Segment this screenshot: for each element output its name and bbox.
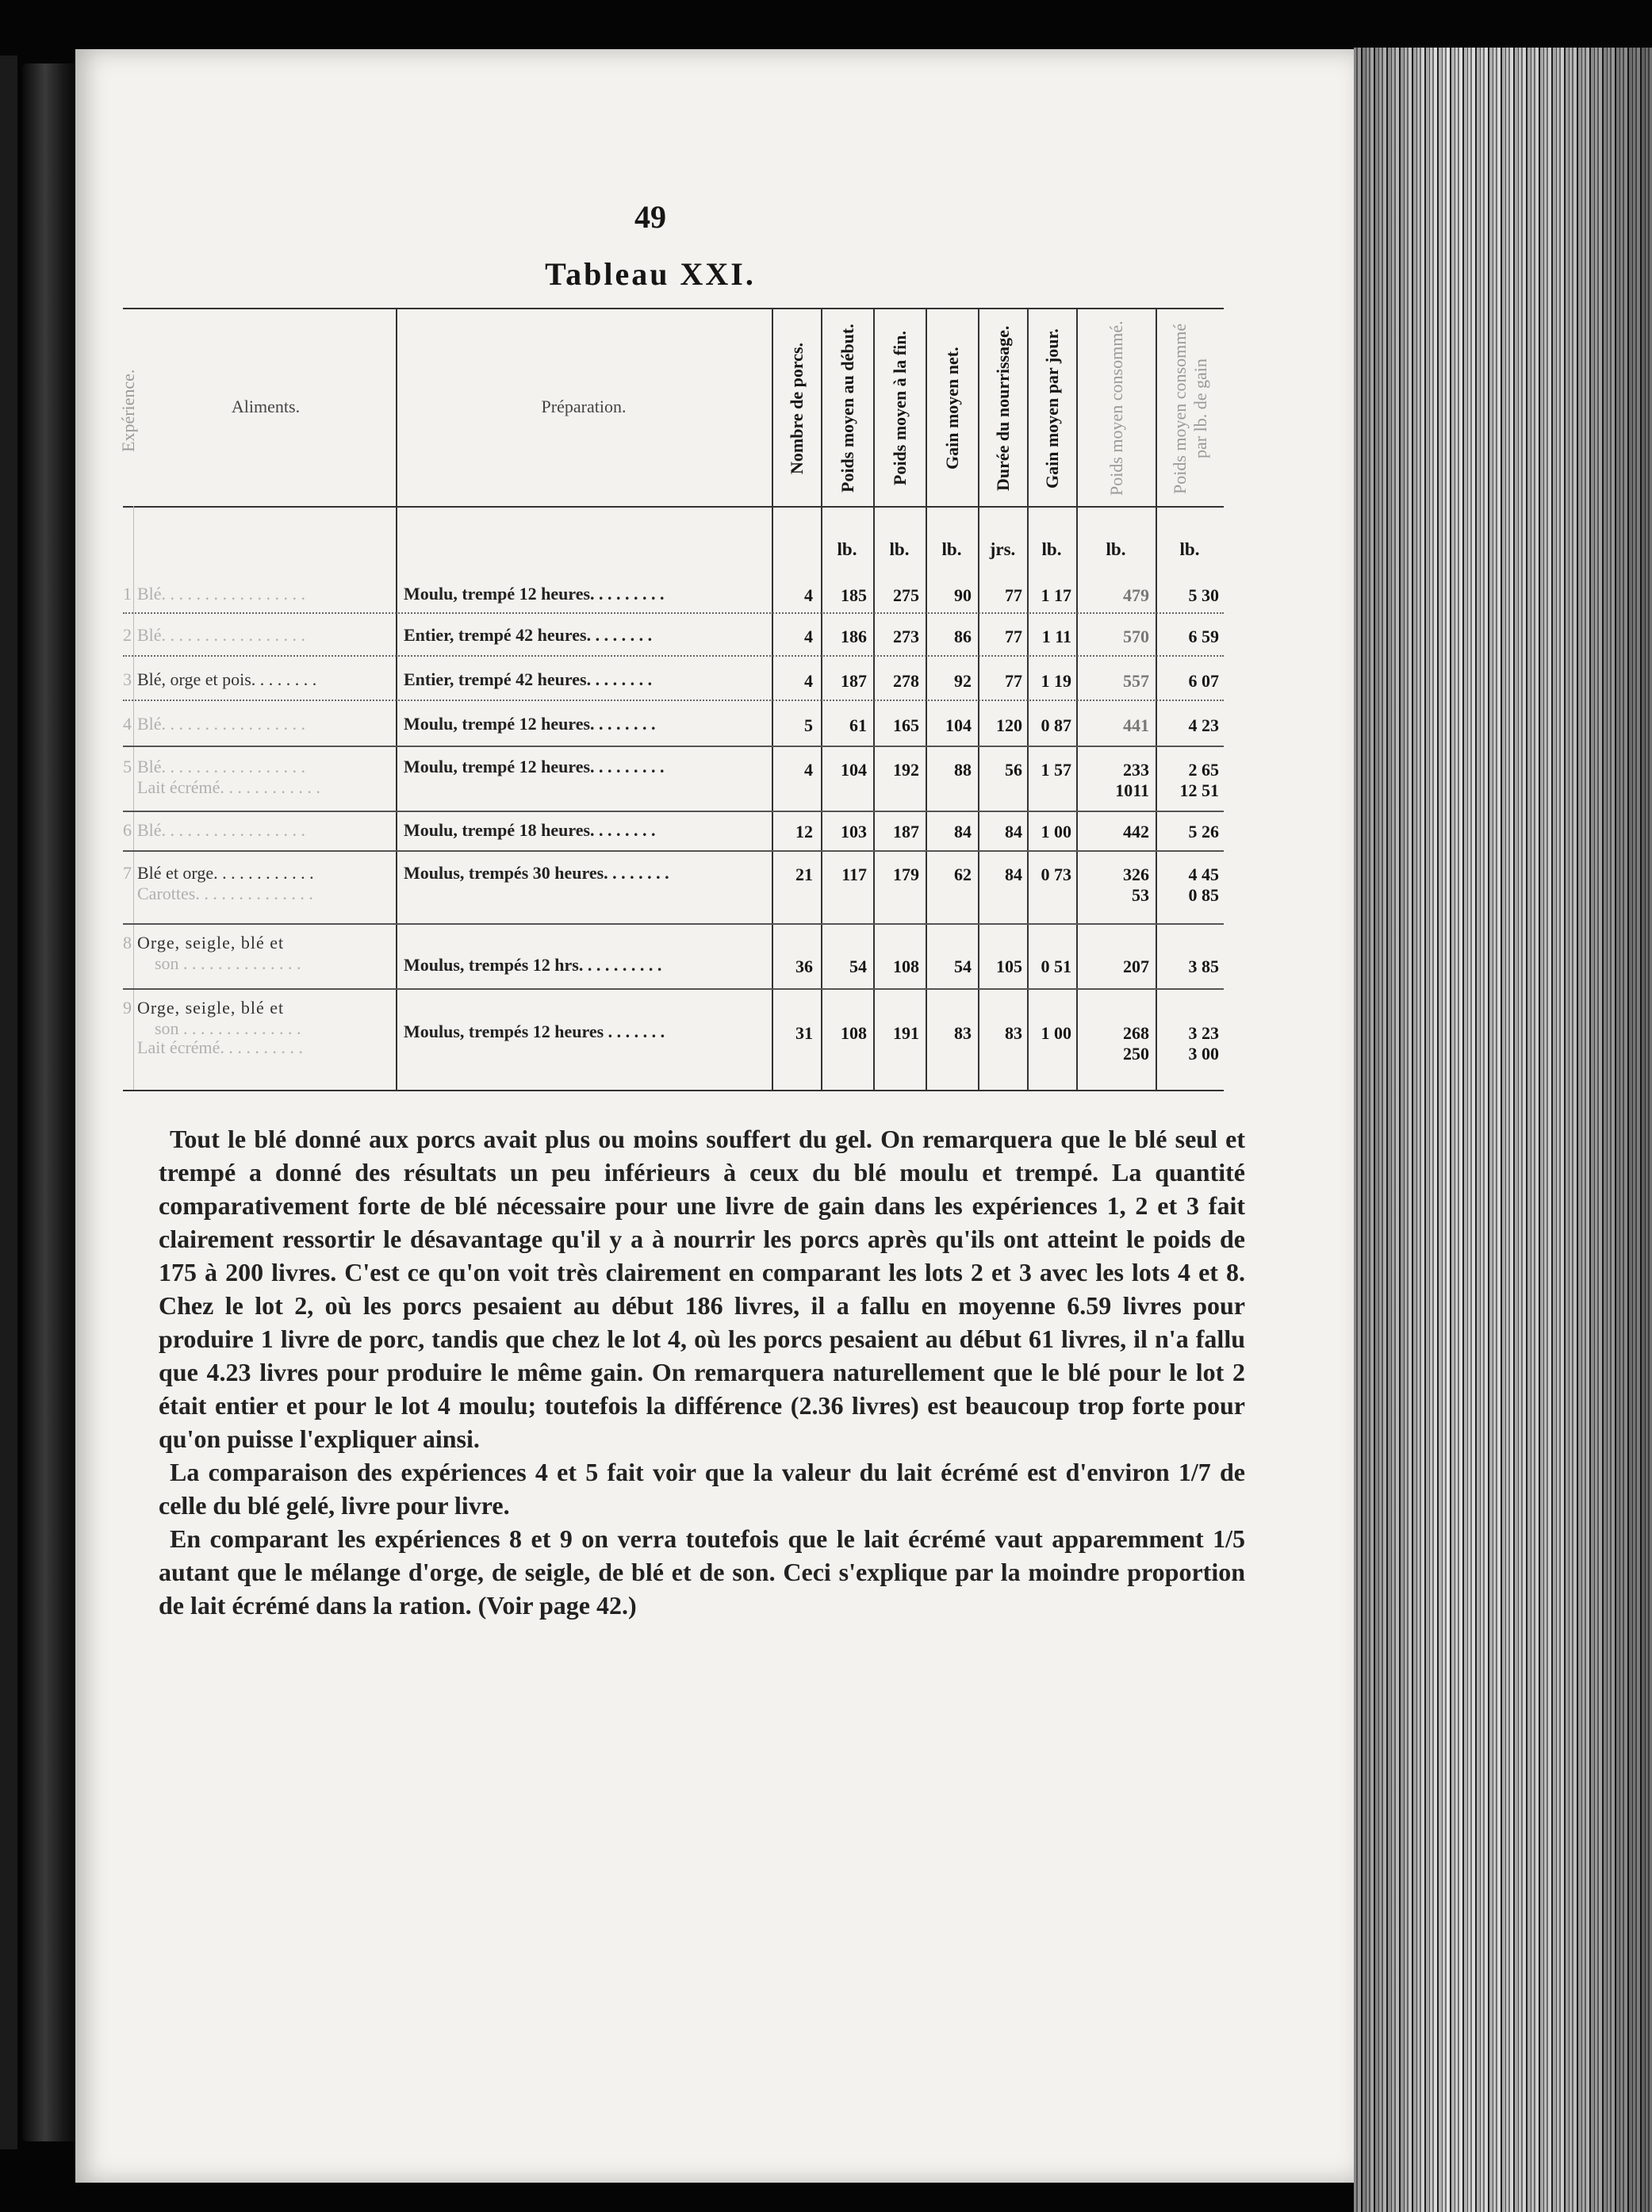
consomme-cell: 479 [1123, 585, 1149, 605]
debut-cell: 103 [841, 822, 867, 841]
unit-label: lb. [1179, 539, 1200, 559]
paragraph: La comparaison des expériences 4 et 5 fait voir que la valeur du lait écrémé est d'environ 1/7 de celle du blé gelé, livre pour livre. [159, 1458, 1245, 1520]
nombre-cell: 4 [804, 760, 813, 780]
fin-cell: 179 [893, 864, 919, 884]
header-poids-consomme: Poids moyen consommé. [1106, 320, 1126, 496]
row-number: 2 [123, 625, 132, 645]
debut-cell: 104 [841, 760, 867, 780]
consomme-cell: 268 [1123, 1023, 1149, 1043]
aliment-cell: Blé. . . . . . . . . . . . . . . . . [137, 584, 306, 604]
duree-cell: 77 [1005, 585, 1022, 605]
header-experience: Expérience. [118, 369, 138, 453]
consomme-cell: 442 [1123, 822, 1149, 841]
aliment-cell: Blé. . . . . . . . . . . . . . . . . [137, 625, 306, 645]
header-gain-net: Gain moyen net. [942, 347, 962, 470]
preparation-cell: Moulus, trempés 30 heures. . . . . . . . [404, 863, 669, 883]
unit-label: lb. [941, 539, 962, 559]
preparation-cell: Moulus, trempés 12 hrs. . . . . . . . . . [404, 955, 662, 975]
gain-cell: 83 [954, 1023, 972, 1043]
fin-cell: 192 [893, 760, 919, 780]
fin-cell: 108 [893, 956, 919, 976]
header-poids-debut: Poids moyen au début. [837, 324, 857, 493]
fin-cell: 187 [893, 822, 919, 841]
fin-cell: 191 [893, 1023, 919, 1043]
preparation-cell: Moulu, trempé 12 heures. . . . . . . . . [404, 757, 665, 776]
gain-cell: 84 [954, 822, 972, 841]
data-table [118, 308, 1224, 1093]
paragraph: En comparant les expériences 8 et 9 on verra toutefois que le lait écrémé vaut apparemment 1/5 autant que le mélange d'orge, de seigle, de blé et de son. Ceci s'explique par la moindre proportion de lait écrémé dans la ration. (Voir page 42.) [159, 1524, 1245, 1620]
gain-cell: 104 [945, 715, 972, 735]
par-lb-cell: 5 26 [1188, 822, 1219, 841]
debut-cell: 185 [841, 585, 867, 605]
duree-cell: 77 [1005, 671, 1022, 691]
preparation-cell: Moulu, trempé 12 heures. . . . . . . . . [404, 584, 665, 604]
row-number: 8 [123, 933, 132, 953]
row-number: 4 [123, 714, 132, 734]
jour-cell: 1 17 [1041, 585, 1071, 605]
row-number: 5 [123, 757, 132, 776]
aliment-cell: Blé et orge. . . . . . . . . . . . [137, 863, 314, 883]
header-rule [123, 506, 1224, 508]
consomme-cell: 53 [1132, 885, 1149, 905]
page-number: 49 [634, 199, 666, 235]
aliment-cell: Orge, seigle, blé et [137, 933, 285, 953]
consomme-cell: 250 [1123, 1044, 1149, 1064]
consomme-cell: 233 [1123, 760, 1149, 780]
row-number: 7 [123, 863, 132, 883]
fin-cell: 275 [893, 585, 919, 605]
jour-cell: 0 87 [1041, 715, 1071, 735]
nombre-cell: 4 [804, 585, 813, 605]
preparation-cell: Moulu, trempé 18 heures. . . . . . . . [404, 820, 656, 840]
header-poids-par-lb: Poids moyen consommé par lb. de gain [1170, 323, 1210, 494]
header-aliments: Aliments. [231, 397, 301, 416]
gain-cell: 62 [954, 864, 972, 884]
table-top-rule [123, 308, 1224, 309]
par-lb-cell: 6 59 [1188, 627, 1219, 646]
header-gain-jour: Gain moyen par jour. [1042, 328, 1062, 489]
par-lb-cell: 4 23 [1188, 715, 1219, 735]
jour-cell: 0 51 [1041, 956, 1071, 976]
header-poids-fin: Poids moyen à la fin. [890, 331, 910, 486]
row-number: 3 [123, 669, 132, 689]
aliment-cell: Lait écrémé. . . . . . . . . . . . [137, 777, 320, 797]
duree-cell: 56 [1005, 760, 1022, 780]
duree-cell: 84 [1005, 822, 1022, 841]
nombre-cell: 21 [795, 864, 813, 884]
nombre-cell: 4 [804, 627, 813, 646]
header-preparation: Préparation. [541, 397, 627, 416]
jour-cell: 1 00 [1041, 1023, 1071, 1043]
par-lb-cell: 3 85 [1188, 956, 1219, 976]
jour-cell: 1 19 [1041, 671, 1071, 691]
fin-cell: 273 [893, 627, 919, 646]
nombre-cell: 12 [795, 822, 813, 841]
gain-cell: 90 [954, 585, 972, 605]
debut-cell: 117 [841, 864, 867, 884]
nombre-cell: 5 [804, 715, 813, 735]
duree-cell: 105 [996, 956, 1022, 976]
duree-cell: 120 [996, 715, 1022, 735]
aliment-cell: Blé. . . . . . . . . . . . . . . . . [137, 757, 306, 776]
debut-cell: 108 [841, 1023, 867, 1043]
row-number: 9 [123, 998, 132, 1018]
consomme-cell: 570 [1123, 627, 1149, 646]
jour-cell: 1 11 [1041, 627, 1071, 646]
fin-cell: 278 [893, 671, 919, 691]
unit-label: lb. [1041, 539, 1062, 559]
aliment-cell: son . . . . . . . . . . . . . . [155, 953, 301, 973]
table-bottom-rule [123, 1090, 1224, 1091]
par-lb-cell: 2 65 [1188, 760, 1219, 780]
preparation-cell: Entier, trempé 42 heures. . . . . . . . [404, 669, 653, 689]
gain-cell: 88 [954, 760, 972, 780]
par-lb-cell: 5 30 [1188, 585, 1219, 605]
debut-cell: 54 [849, 956, 867, 976]
jour-cell: 0 73 [1041, 864, 1071, 884]
row-number: 6 [123, 820, 132, 840]
nombre-cell: 4 [804, 671, 813, 691]
gain-cell: 86 [954, 627, 972, 646]
unit-label: jrs. [989, 539, 1016, 559]
consomme-cell: 441 [1123, 715, 1149, 735]
consomme-cell: 207 [1123, 956, 1149, 976]
debut-cell: 186 [841, 627, 867, 646]
par-lb-cell: 3 00 [1188, 1044, 1219, 1064]
par-lb-cell: 0 85 [1188, 885, 1219, 905]
book-spine [22, 63, 79, 2141]
par-lb-cell: 3 23 [1188, 1023, 1219, 1043]
header-duree: Durée du nourrissage. [993, 325, 1013, 492]
nombre-cell: 36 [795, 956, 813, 976]
aliment-cell: son . . . . . . . . . . . . . . [155, 1018, 301, 1038]
preparation-cell: Moulu, trempé 12 heures. . . . . . . . [404, 714, 656, 734]
row-number: 1 [123, 584, 132, 604]
unit-label: lb. [1106, 539, 1126, 559]
aliment-cell: Lait écrémé. . . . . . . . . . [137, 1037, 303, 1057]
nombre-cell: 31 [795, 1023, 813, 1043]
aliment-cell: Blé. . . . . . . . . . . . . . . . . [137, 820, 306, 840]
fin-cell: 165 [893, 715, 919, 735]
body-text [159, 1122, 1245, 1622]
unit-label: lb. [837, 539, 857, 559]
par-lb-cell: 4 45 [1188, 864, 1219, 884]
duree-cell: 84 [1005, 864, 1022, 884]
jour-cell: 1 00 [1041, 822, 1071, 841]
aliment-cell: Orge, seigle, blé et [137, 998, 285, 1018]
par-lb-cell: 12 51 [1179, 780, 1219, 800]
paragraph: Tout le blé donné aux porcs avait plus ou moins souffert du gel. On remarquera que le blé seul et trempé a donné des résultats un peu inférieurs à ceux du blé moulu et trempé. La quantité comparativement forte de blé nécessaire pour une livre de gain dans les expériences 1, 2 et 3 fait clairement ressortir le désavantage qu'il y a à nourrir les porcs après qu'ils ont atteint le poids de 175 à 200 livres. C'est ce qu'on voit très clairement en comparant les lots 2 et 3 avec les lots 4 et 8. Chez le lot 2, où les porcs pesaient au début 186 livres, il a fallu en moyenne 6.59 livres pour produire 1 livre de porc, tandis que chez le lot 4, où les porcs pesaient au début 61 livres, il n'a fallu que 4.23 livres pour produire le même gain. On remarquera naturellement que le blé pour le lot 2 était entier et pour le lot 4 moulu; toutefois la différence (2.36 livres) est beaucoup trop forte pour qu'on puisse l'expliquer ainsi. [159, 1125, 1245, 1453]
debut-cell: 61 [849, 715, 867, 735]
jour-cell: 1 57 [1041, 760, 1071, 780]
consomme-cell: 557 [1123, 671, 1149, 691]
consomme-cell: 1011 [1115, 780, 1149, 800]
par-lb-cell: 6 07 [1188, 671, 1219, 691]
unit-label: lb. [889, 539, 910, 559]
aliment-cell: Blé, orge et pois. . . . . . . . [137, 669, 317, 689]
aliment-cell: Blé. . . . . . . . . . . . . . . . . [137, 714, 306, 734]
duree-cell: 77 [1005, 627, 1022, 646]
header-nombre: Nombre de porcs. [787, 343, 807, 475]
consomme-cell: 326 [1123, 864, 1149, 884]
duree-cell: 83 [1005, 1023, 1022, 1043]
book-binding-edge [0, 56, 17, 2149]
table-title: Tableau XXI. [545, 256, 756, 292]
gain-cell: 54 [954, 956, 972, 976]
debut-cell: 187 [841, 671, 867, 691]
aliment-cell: Carottes. . . . . . . . . . . . . . [137, 884, 313, 903]
preparation-cell: Moulus, trempés 12 heures . . . . . . . [404, 1022, 665, 1041]
gain-cell: 92 [954, 671, 972, 691]
preparation-cell: Entier, trempé 42 heures. . . . . . . . [404, 625, 653, 645]
